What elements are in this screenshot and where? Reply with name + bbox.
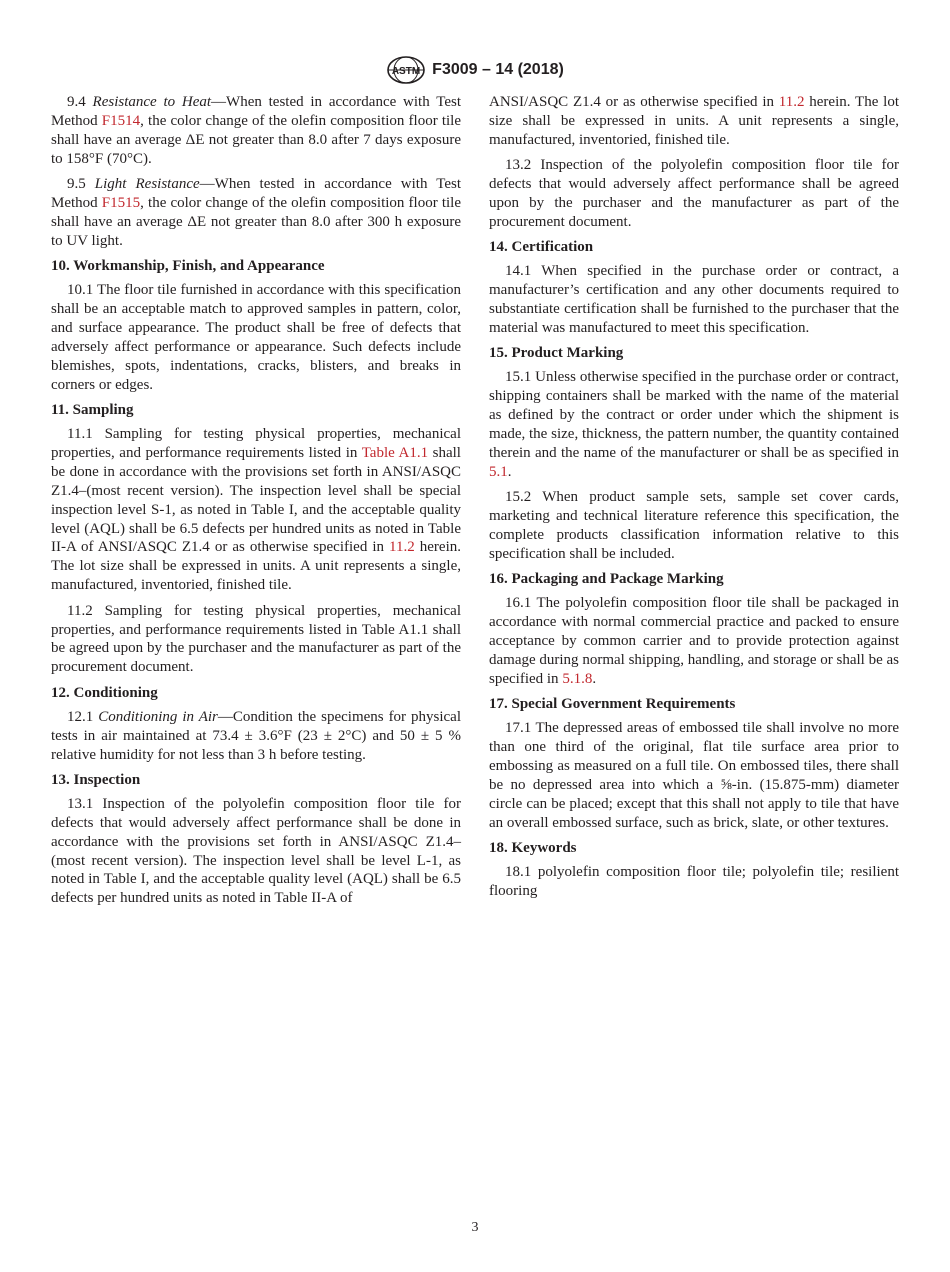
section-9-4: 9.4 Resistance to Heat—When tested in accordance with Test Method F1514, the color change of the olefin composition floor tile shall have an average ΔE not greater than 8.0 after 7 days exposure to 158°F (70°C). xyxy=(51,94,461,167)
ref-11-2-link[interactable]: 11.2 xyxy=(778,94,805,110)
heading-10: 10. Workmanship, Finish, and Appearance xyxy=(51,258,325,275)
section-18-1: 18.1 polyolefin composition floor tile; polyolefin tile; resilient flooring xyxy=(489,864,899,899)
section-13-2: 13.2 Inspection of the polyolefin composition floor tile for defects that would adversely affect performance shall be agreed upon by the purchaser and the manufacturer as part of the procurement document. xyxy=(489,157,899,230)
ref-5-1-link[interactable]: 5.1 xyxy=(489,463,508,480)
heading-18: 18. Keywords xyxy=(489,840,577,857)
section-13-1: 13.1 Inspection of the polyolefin composition floor tile for defects that would adversely affect performance shall be done in accordance with the provisions set forth in ANSI/ASQC Z1.4–(most recent version). The inspection level shall be level L-1, as noted in Table I, and the acceptable quality level (AQL) shall be 6.5 defects per hundred units as noted in Table II-A of xyxy=(51,795,461,907)
right-column xyxy=(489,93,899,907)
section-9-5: 9.5 Light Resistance—When tested in accordance with Test Method F1515, the color change of the olefin composition floor tile shall have an average ΔE not greater than 8.0 after 300 h exposure to UV light. xyxy=(51,176,461,249)
section-13-1-continued: ANSI/ASQC Z1.4 or as otherwise specified in 11.2 herein. The lot size shall be expressed in units. A unit represents a single, manufactured, inventoried, finished tile. xyxy=(489,94,899,148)
heading-14: 14. Certification xyxy=(489,239,594,256)
section-11-1: 11.1 Sampling for testing physical properties, mechanical properties, and performance requirements listed in Table A1.1 shall be done in accordance with the provisions set forth in ANSI/ASQC Z1.4–(most recent version). The inspection level shall be special inspection level S-1, as noted in Table I, and the acceptable quality level (AQL) shall be 6.5 defects per hundred units as noted in Table II-A of ANSI/ASQC Z1.4 or as otherwise specified in 11.2 herein. The lot size shall be expressed in units. A unit represents a single, manufactured, inventoried, finished tile. xyxy=(51,426,461,594)
heading-12: 12. Conditioning xyxy=(51,684,158,701)
heading-15: 15. Product Marking xyxy=(489,345,624,362)
section-15-1: 15.1 Unless otherwise specified in the purchase order or contract, shipping containers shall be marked with the name of the material as defined by the contract or order under which the shipment is made, the size, thickness, the pattern number, the quantity contained therein and the name of the manufacturer or shall be as specified in 5.1. xyxy=(489,369,899,480)
section-17-1: 17.1 The depressed areas of embossed tile shall involve no more than one third of the original, flat tile surface area prior to embossing as measured on a full tile. On embossed tiles, there shall be no depressed area into which a ⅝-in. (15.875-mm) diameter circle can be placed; except that this shall not apply to tile that have an overall embossed surface, such as brick, slate, or other textures. xyxy=(489,720,899,831)
header-inner xyxy=(386,55,564,85)
astm-logo-icon xyxy=(386,55,426,85)
section-15-2: 15.2 When product sample sets, sample set cover cards, marketing and technical literature reference this specification, the complete products classification information relative to this specification shall be included. xyxy=(489,489,899,562)
section-11-2: 11.2 Sampling for testing physical properties, mechanical properties, and performance requirements listed in Table A1.1 shall be agreed upon by the purchaser and the manufacturer as part of the procurement document. xyxy=(51,602,461,676)
section-14-1: 14.1 When specified in the purchase order or contract, a manufacturer’s certification and any other documents required to substantiate certification shall be furnished to the purchaser that the material was manufactured to meet this specification. xyxy=(489,263,899,336)
ref-5-1-8-link[interactable]: 5.1.8 xyxy=(562,670,593,687)
document-id: F3009 – 14 (2018) xyxy=(432,61,564,78)
page-number: 3 xyxy=(471,1220,479,1235)
ref-f1514-link[interactable]: F1514 xyxy=(101,112,141,129)
section-10-1: 10.1 The floor tile furnished in accordance with this specification shall be an acceptable match to approved samples in pattern, color, and surface appearance. The product shall be free of defects that adversely affect performance or appearance. Such defects include blemishes, spots, indentations, cracks, blisters, and breaks in corners or edges. xyxy=(51,282,461,393)
heading-13: 13. Inspection xyxy=(51,771,141,788)
logo-text: ASTM xyxy=(392,66,421,77)
left-column xyxy=(51,93,461,915)
heading-11: 11. Sampling xyxy=(51,402,134,419)
ref-f1515-link[interactable]: F1515 xyxy=(101,195,141,212)
section-16-1: 16.1 The polyolefin composition floor tile shall be packaged in accordance with normal commercial practice and packed to ensure acceptance by common carrier and to provide protection against damage during normal shipping, handling, and storage or shall be as specified in 5.1.8. xyxy=(489,595,899,687)
heading-17: 17. Special Government Requirements xyxy=(489,696,736,713)
page-header xyxy=(0,55,950,90)
heading-16: 16. Packaging and Package Marking xyxy=(489,571,724,588)
section-12-1: 12.1 Conditioning in Air—Condition the specimens for physical tests in air maintained at 73.4 ± 3.6°F (23 ± 2°C) and 50 ± 5 % relative humidity for not less than 3 h before testing. xyxy=(51,708,461,763)
ref-table-a1-1-link[interactable]: Table A1.1 xyxy=(361,444,429,461)
ref-11-2-link[interactable]: 11.2 xyxy=(389,539,415,556)
